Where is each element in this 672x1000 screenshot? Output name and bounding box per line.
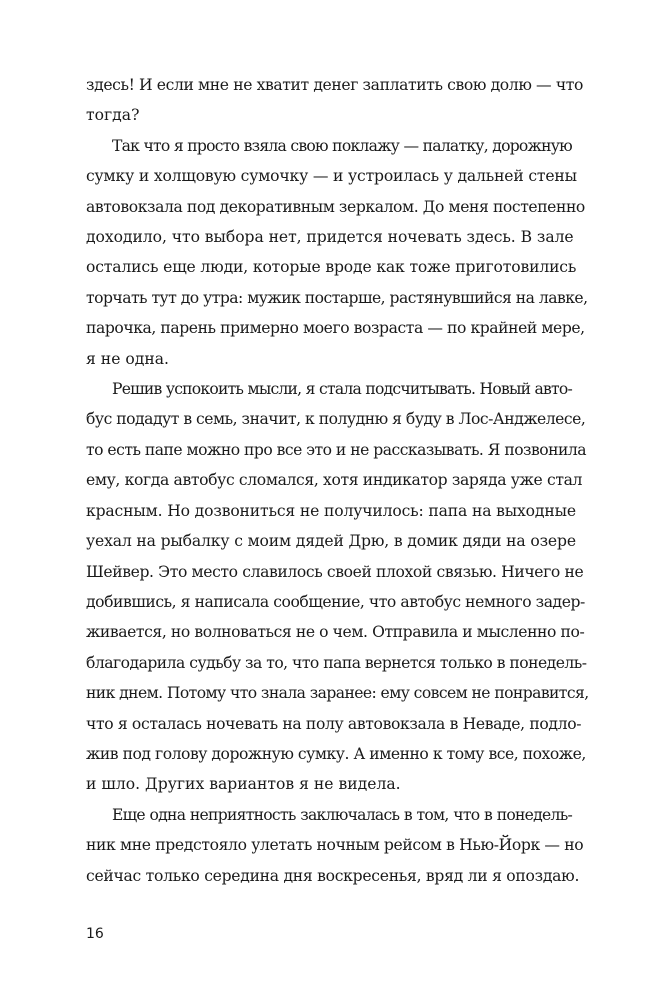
text-line: автовокзала под декоративным зеркалом. До меня постепенно [86,197,585,216]
paragraph-1 [86,70,583,131]
text-line: парочка, парень примерно моего возраста — по крайней мере, [86,319,585,338]
paragraph-3 [86,374,589,800]
text-line: живается, но волноваться не о чем. Отправила и мысленно по- [86,623,585,642]
body-text [86,70,589,891]
paragraph-2 [86,131,588,374]
text-line: бус подадут в семь, значит, к полудню я буду в Лос-Анджелесе, [86,410,586,429]
text-line: Еще одна неприятность заключалась в том, что в понедель- [112,805,572,824]
text-line: ему, когда автобус сломался, хотя индикатор заряда уже стал [86,471,583,490]
text-line: красным. Но дозвониться не получилось: папа на выходные [86,501,576,520]
text-line: жив под голову дорожную сумку. А именно к тому все, похоже, [86,744,586,763]
text-line: Решив успокоить мысли, я стала подсчитывать. Новый авто- [112,380,572,399]
text-line: тогда? [86,106,140,125]
text-line: торчать тут до утра: мужик постарше, растянувшийся на лавке, [86,288,588,307]
text-line: добившись, я написала сообщение, что автобус немного задер- [86,592,585,611]
text-line: то есть папе можно про все это и не рассказывать. Я позвонила [86,440,587,459]
page-number: 16 [86,926,104,942]
text-line: здесь! И если мне не хватит денег заплатить свою долю — что [86,76,583,94]
text-line: уехал на рыбалку с моим дядей Дрю, в домик дяди на озере [86,532,576,551]
text-line: остались еще люди, которые вроде как тоже приготовились [86,258,577,277]
text-line: доходило, что выбора нет, придется ночевать здесь. В зале [86,228,574,247]
paragraph-4 [86,800,584,891]
text-line: ник мне предстояло улетать ночным рейсом в Нью-Йорк — но [86,836,584,855]
text-line: Шейвер. Это место славилось своей плохой связью. Ничего не [86,562,584,581]
text-line: сумку и холщовую сумочку — и устроилась у дальней стены [86,167,577,186]
text-line: ник днем. Потому что знала заранее: ему совсем не понравится, [86,684,589,703]
text-line: благодарила судьбу за то, что папа вернется только в понедель- [86,653,587,672]
text-line: Так что я просто взяла свою поклажу — палатку, дорожную [112,136,572,155]
text-line: что я осталась ночевать на полу автовокзала в Неваде, подло- [86,714,582,733]
text-line: сейчас только середина дня воскресенья, вряд ли я опоздаю. [86,866,580,885]
text-line: и шло. Других вариантов я не видела. [86,775,401,794]
text-line: я не одна. [86,349,170,368]
